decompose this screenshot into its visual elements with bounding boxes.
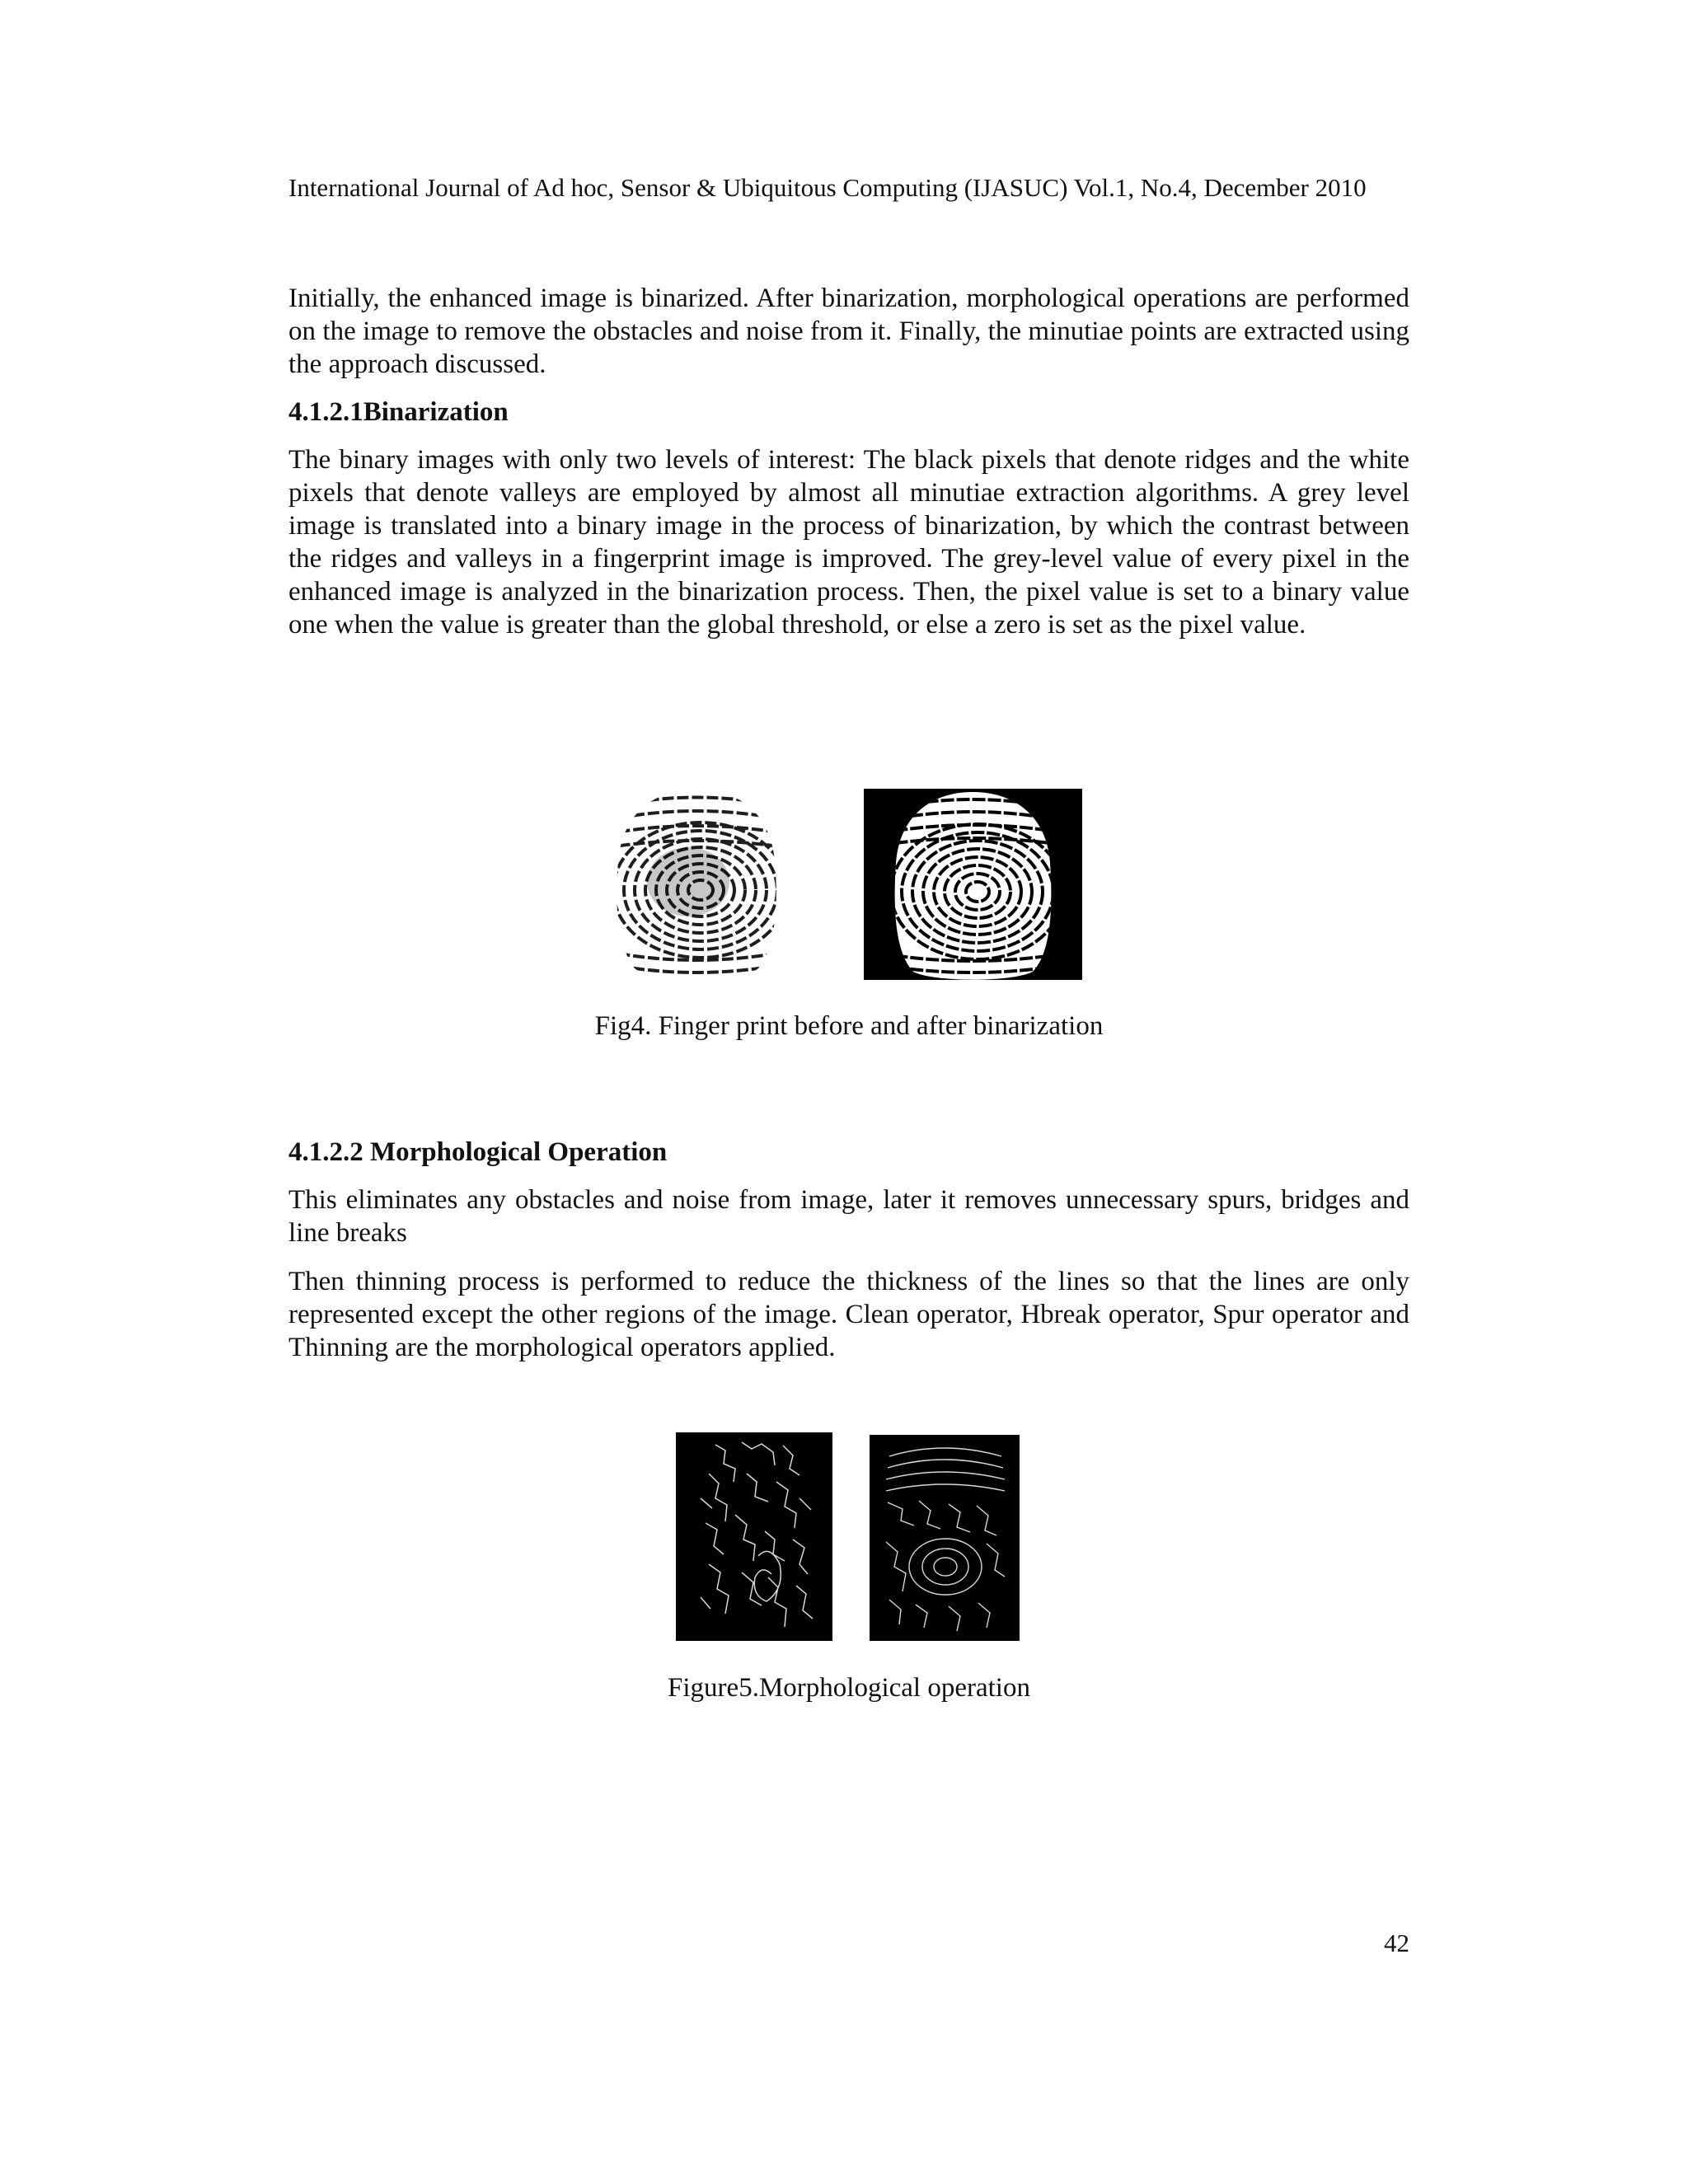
binarization-paragraph: The binary images with only two levels of interest: The black pixels that denote ridges and the white pixels that denote valleys are employed by almost all minutiae extraction algorithms. A grey level image is translated into a binary image in the process of binarization, by which the contrast between the ridges and valleys in a fingerprint image is improved. The grey-level value of every pixel in the enhanced image is analyzed in the binarization process. Then, the pixel value is set to a binary value one when the value is greater than the global threshold, or else a zero is set as the pixel value. xyxy=(288,445,1409,640)
figure4-caption: Fig4. Finger print before and after binarization xyxy=(594,1011,1104,1041)
figure5-caption: Figure5.Morphological operation xyxy=(668,1673,1030,1703)
morphological-paragraph-2: Then thinning process is performed to reduce the thickness of the lines so that the lines are only represented except the other regions of the image. Clean operator, Hbreak operator, Spur operator and Thinning are the morphological operators applied. xyxy=(288,1267,1409,1362)
page-number: 42 xyxy=(1384,1929,1409,1957)
fingerprint-after-binarization-image xyxy=(864,789,1082,980)
intro-paragraph: Initially, the enhanced image is binarized. After binarization, morphological operations are performed on the image to remove the obstacles and noise from it. Finally, the minutiae points are extracted using the approach discussed. xyxy=(288,284,1409,379)
section-heading-binarization: 4.1.2.1Binarization xyxy=(288,397,509,427)
morphological-result-left-image xyxy=(676,1432,832,1641)
fingerprint-before-binarization-image xyxy=(606,783,787,985)
running-header: International Journal of Ad hoc, Sensor & Ubiquitous Computing (IJASUC) Vol.1, No.4, December 2010 xyxy=(288,173,1367,202)
section-heading-morphological: 4.1.2.2 Morphological Operation xyxy=(288,1137,668,1167)
morphological-result-right-image xyxy=(870,1435,1020,1641)
morphological-paragraph-1: This eliminates any obstacles and noise from image, later it removes unnecessary spurs, bridges and line breaks xyxy=(288,1185,1409,1248)
